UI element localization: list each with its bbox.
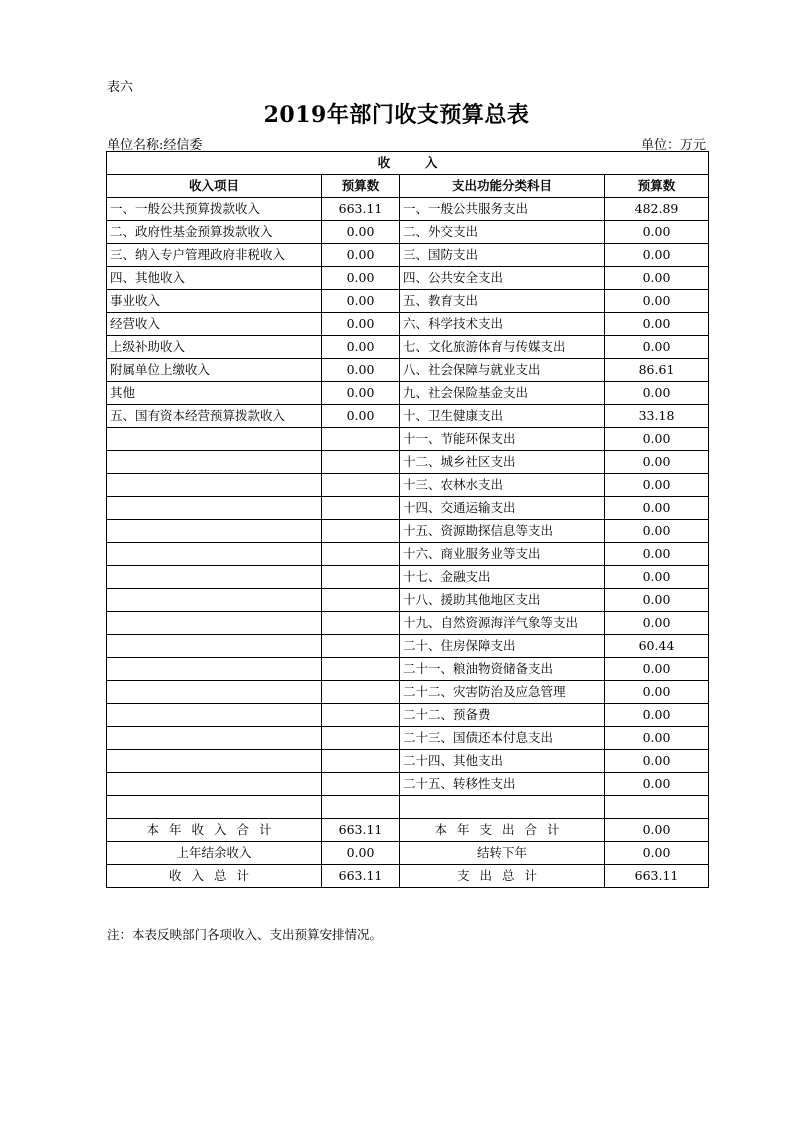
expense-item-cell: 二十、住房保障支出 (400, 635, 605, 658)
expense-item-cell: 十三、农林水支出 (400, 474, 605, 497)
income-budget-cell: 0.00 (322, 290, 400, 313)
income-budget-cell (322, 796, 400, 819)
column-header-row (107, 175, 709, 198)
income-budget-cell: 0.00 (322, 244, 400, 267)
expense-item-cell: 二、外交支出 (400, 221, 605, 244)
summary-row (107, 865, 709, 888)
table-row (107, 244, 709, 267)
expense-item-cell: 十二、城乡社区支出 (400, 451, 605, 474)
income-budget-cell (322, 635, 400, 658)
table-row (107, 520, 709, 543)
expense-budget-cell: 0.00 (605, 727, 709, 750)
income-budget-cell: 0.00 (322, 359, 400, 382)
table-row (107, 727, 709, 750)
income-item-cell (107, 704, 322, 727)
expense-budget-cell: 0.00 (605, 497, 709, 520)
expense-budget-cell: 0.00 (605, 428, 709, 451)
income-item-cell (107, 612, 322, 635)
table-row (107, 474, 709, 497)
income-budget-cell: 0.00 (322, 336, 400, 359)
expense-budget-cell: 0.00 (605, 750, 709, 773)
summary-expense-value: 0.00 (605, 842, 709, 865)
footnote: 注：本表反映部门各项收入、支出预算安排情况。 (107, 927, 383, 942)
expense-budget-cell: 0.00 (605, 681, 709, 704)
expense-item-cell: 二十一、粮油物资储备支出 (400, 658, 605, 681)
income-item-cell: 附属单位上缴收入 (107, 359, 322, 382)
income-budget-cell (322, 543, 400, 566)
income-budget-cell (322, 451, 400, 474)
expense-item-cell: 二十二、预备费 (400, 704, 605, 727)
table-row (107, 336, 709, 359)
income-item-cell (107, 727, 322, 750)
summary-income-value: 663.11 (322, 865, 400, 888)
summary-income-value: 0.00 (322, 842, 400, 865)
expense-budget-cell: 0.00 (605, 382, 709, 405)
table-row (107, 428, 709, 451)
income-budget-cell: 0.00 (322, 313, 400, 336)
income-item-cell: 上级补助收入 (107, 336, 322, 359)
expense-budget-cell: 0.00 (605, 543, 709, 566)
income-budget-cell (322, 428, 400, 451)
income-item-cell: 事业收入 (107, 290, 322, 313)
section-header: 收 入 (107, 152, 709, 175)
expense-item-cell (400, 796, 605, 819)
expense-item-cell: 四、公共安全支出 (400, 267, 605, 290)
expense-budget-cell: 0.00 (605, 520, 709, 543)
table-row (107, 290, 709, 313)
income-item-cell: 五、国有资本经营预算拨款收入 (107, 405, 322, 428)
income-budget-cell (322, 497, 400, 520)
income-item-cell (107, 796, 322, 819)
income-item-cell: 经营收入 (107, 313, 322, 336)
income-item-cell (107, 497, 322, 520)
section-header-row (107, 152, 709, 175)
header-expense-budget: 预算数 (605, 175, 709, 198)
income-item-cell (107, 520, 322, 543)
table-row (107, 313, 709, 336)
income-budget-cell: 0.00 (322, 382, 400, 405)
expense-budget-cell (605, 796, 709, 819)
unit-name: 单位名称:经信委 (107, 138, 203, 153)
table-row (107, 750, 709, 773)
table-row (107, 681, 709, 704)
header-expense-item: 支出功能分类科目 (400, 175, 605, 198)
expense-item-cell: 二十五、转移性支出 (400, 773, 605, 796)
expense-budget-cell: 0.00 (605, 773, 709, 796)
income-item-cell (107, 773, 322, 796)
expense-item-cell: 十六、商业服务业等支出 (400, 543, 605, 566)
income-item-cell (107, 543, 322, 566)
summary-income-label: 上年结余收入 (107, 842, 322, 865)
summary-row (107, 842, 709, 865)
table-row (107, 405, 709, 428)
expense-item-cell: 十五、资源勘探信息等支出 (400, 520, 605, 543)
page-title: 2019年部门收支预算总表 (263, 102, 530, 128)
expense-item-cell: 一、一般公共服务支出 (400, 198, 605, 221)
expense-budget-cell: 60.44 (605, 635, 709, 658)
expense-budget-cell: 0.00 (605, 566, 709, 589)
income-budget-cell: 663.11 (322, 198, 400, 221)
income-item-cell: 其他 (107, 382, 322, 405)
income-budget-cell (322, 520, 400, 543)
expense-budget-cell: 0.00 (605, 704, 709, 727)
expense-budget-cell: 86.61 (605, 359, 709, 382)
summary-income-label: 收入总计 (107, 865, 322, 888)
table-row (107, 658, 709, 681)
expense-item-cell: 九、社会保险基金支出 (400, 382, 605, 405)
income-item-cell: 一、一般公共预算拨款收入 (107, 198, 322, 221)
table-row (107, 543, 709, 566)
income-item-cell (107, 681, 322, 704)
income-item-cell (107, 635, 322, 658)
expense-budget-cell: 0.00 (605, 290, 709, 313)
income-budget-cell: 0.00 (322, 267, 400, 290)
table-row (107, 612, 709, 635)
table-row (107, 796, 709, 819)
expense-item-cell: 二十三、国债还本付息支出 (400, 727, 605, 750)
expense-item-cell: 十八、援助其他地区支出 (400, 589, 605, 612)
income-item-cell (107, 589, 322, 612)
table-row (107, 382, 709, 405)
expense-budget-cell: 482.89 (605, 198, 709, 221)
income-item-cell (107, 428, 322, 451)
expense-item-cell: 三、国防支出 (400, 244, 605, 267)
header-income-budget: 预算数 (322, 175, 400, 198)
income-budget-cell (322, 589, 400, 612)
income-item-cell (107, 750, 322, 773)
income-budget-cell (322, 566, 400, 589)
income-budget-cell (322, 474, 400, 497)
summary-expense-label: 结转下年 (400, 842, 605, 865)
table-row (107, 267, 709, 290)
table-row (107, 566, 709, 589)
income-budget-cell: 0.00 (322, 221, 400, 244)
income-budget-cell (322, 727, 400, 750)
income-item-cell (107, 566, 322, 589)
unit-label: 单位：万元 (640, 138, 706, 153)
expense-budget-cell: 0.00 (605, 336, 709, 359)
table-row (107, 221, 709, 244)
income-item-cell: 二、政府性基金预算拨款收入 (107, 221, 322, 244)
expense-item-cell: 二十二、灾害防治及应急管理 (400, 681, 605, 704)
income-budget-cell: 0.00 (322, 405, 400, 428)
summary-expense-label: 支出总计 (400, 865, 605, 888)
table-row (107, 198, 709, 221)
summary-expense-value: 663.11 (605, 865, 709, 888)
income-budget-cell (322, 773, 400, 796)
income-budget-cell (322, 750, 400, 773)
expense-budget-cell: 0.00 (605, 612, 709, 635)
income-budget-cell (322, 658, 400, 681)
income-budget-cell (322, 681, 400, 704)
expense-item-cell: 十九、自然资源海洋气象等支出 (400, 612, 605, 635)
income-budget-cell (322, 612, 400, 635)
expense-item-cell: 二十四、其他支出 (400, 750, 605, 773)
expense-budget-cell: 0.00 (605, 244, 709, 267)
table-row (107, 589, 709, 612)
expense-item-cell: 八、社会保障与就业支出 (400, 359, 605, 382)
expense-item-cell: 七、文化旅游体育与传媒支出 (400, 336, 605, 359)
income-item-cell: 四、其他收入 (107, 267, 322, 290)
table-row (107, 359, 709, 382)
income-item-cell (107, 474, 322, 497)
table-row (107, 704, 709, 727)
expense-budget-cell: 33.18 (605, 405, 709, 428)
header-income-item: 收入项目 (107, 175, 322, 198)
table-row (107, 451, 709, 474)
expense-item-cell: 十、卫生健康支出 (400, 405, 605, 428)
income-item-cell: 三、纳入专户管理政府非税收入 (107, 244, 322, 267)
expense-budget-cell: 0.00 (605, 474, 709, 497)
expense-budget-cell: 0.00 (605, 267, 709, 290)
expense-budget-cell: 0.00 (605, 451, 709, 474)
table-row (107, 497, 709, 520)
expense-budget-cell: 0.00 (605, 221, 709, 244)
expense-item-cell: 十一、节能环保支出 (400, 428, 605, 451)
expense-item-cell: 六、科学技术支出 (400, 313, 605, 336)
expense-item-cell: 五、教育支出 (400, 290, 605, 313)
income-item-cell (107, 451, 322, 474)
summary-expense-label: 本年支出合计 (400, 819, 605, 842)
table-row (107, 773, 709, 796)
table-row (107, 635, 709, 658)
expense-item-cell: 十四、交通运输支出 (400, 497, 605, 520)
expense-budget-cell: 0.00 (605, 313, 709, 336)
summary-row (107, 819, 709, 842)
income-item-cell (107, 658, 322, 681)
summary-income-label: 本年收入合计 (107, 819, 322, 842)
income-budget-cell (322, 704, 400, 727)
budget-table (106, 151, 709, 888)
summary-expense-value: 0.00 (605, 819, 709, 842)
summary-income-value: 663.11 (322, 819, 400, 842)
expense-budget-cell: 0.00 (605, 658, 709, 681)
expense-item-cell: 十七、金融支出 (400, 566, 605, 589)
expense-budget-cell: 0.00 (605, 589, 709, 612)
doc-label: 表六 (107, 80, 134, 95)
